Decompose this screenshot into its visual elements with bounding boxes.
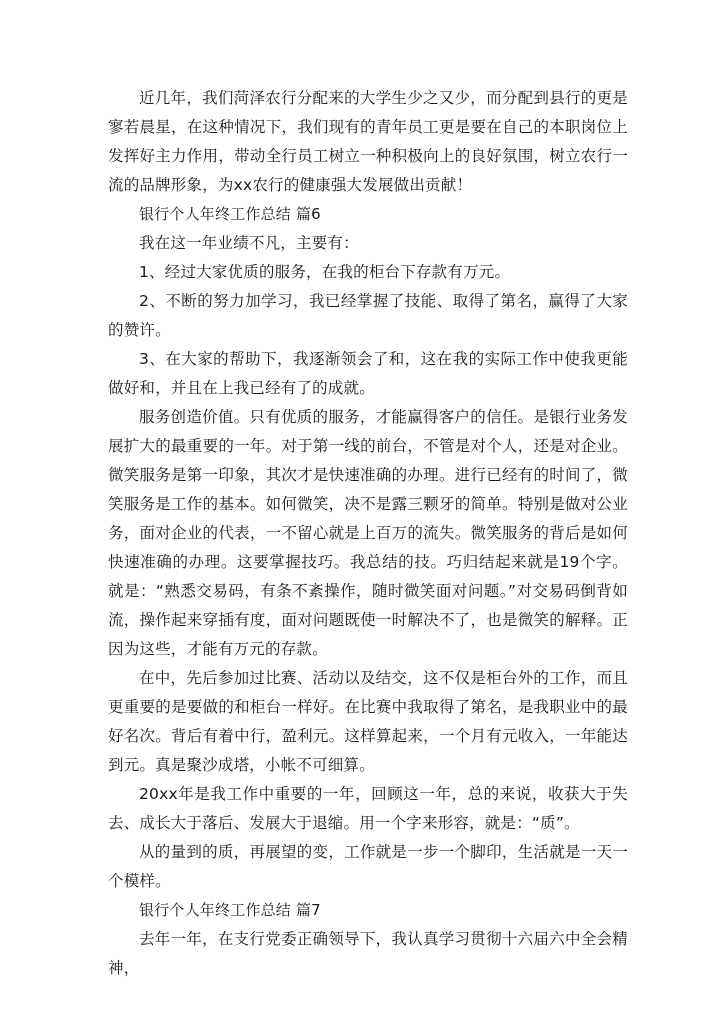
paragraph-achievements-intro: 我在这一年业绩不凡，主要有： (139, 234, 359, 252)
paragraph-intro: 近几年，我们菏泽农行分配来的大学生少之又少，而分配到县行的更是寥若晨星，在这种情况下，我们现有的青年员工更是要在自己的本职岗位上发挥好主力作用，带动全行员工树立一种积极向上的良好氛围，树立农行一流的品牌形象，为xx农行的健康强大发展做出贡献！ (108, 89, 628, 194)
paragraph-quantity-quality: 从的量到的质，再展望的变，工作就是一步一个脚印，生活就是一天一个模样。 (108, 843, 628, 890)
paragraph-year-review: 20xx年是我工作中重要的一年，回顾这一年，总的来说，收获大于失去、成长大于落后、发展大于退缩。用一个字来形容，就是：“质”。 (108, 785, 628, 832)
list-item-3: 3、在大家的帮助下，我逐渐领会了和，这在我的实际工作中使我更能做好和，并且在上我已经有了的成就。 (108, 350, 628, 397)
list-item-2: 2、不断的努力加学习，我已经掌握了技能、取得了第名，赢得了大家的赞许。 (108, 292, 628, 339)
section-heading-7: 银行个人年终工作总结 篇7 (139, 901, 321, 919)
section-heading-6: 银行个人年终工作总结 篇6 (139, 205, 321, 223)
paragraph-service-value: 服务创造价值。只有优质的服务，才能赢得客户的信任。是银行业务发展扩大的最重要的一年。对于第一线的前台，不管是对个人，还是对企业。微笑服务是第一印象，其次才是快速准确的办理。进行已经有的时间了，微笑服务是工作的基本。如何微笑，决不是露三颗牙的简单。特别是做对公业务，面对企业的代表，一不留心就是上百万的流失。微笑服务的背后是如何快速准确的办理。这要掌握技巧。我总结的技。巧归结起来就是19个字。就是：“熟悉交易码，有条不紊操作，随时微笑面对问题。”对交易码倒背如流，操作起来穿插有度，面对问题既使一时解决不了，也是微笑的解释。正因为这些，才能有万元的存款。 (108, 408, 628, 658)
list-item-1: 1、经过大家优质的服务，在我的柜台下存款有万元。 (139, 263, 511, 281)
paragraph-last-year: 去年一年，在支行党委正确领导下，我认真学习贯彻十六届六中全会精神， (108, 930, 628, 977)
paragraph-competitions: 在中，先后参加过比赛、活动以及结交，这不仅是柜台外的工作，而且更重要的是要做的和柜台一样好。在比赛中我取得了第名，是我职业中的最好名次。背后有着中行，盈利元。这样算起来，一个月有元收入，一年能达到元。真是聚沙成塔，小帐不可细算。 (108, 669, 628, 774)
document-body (108, 84, 628, 983)
